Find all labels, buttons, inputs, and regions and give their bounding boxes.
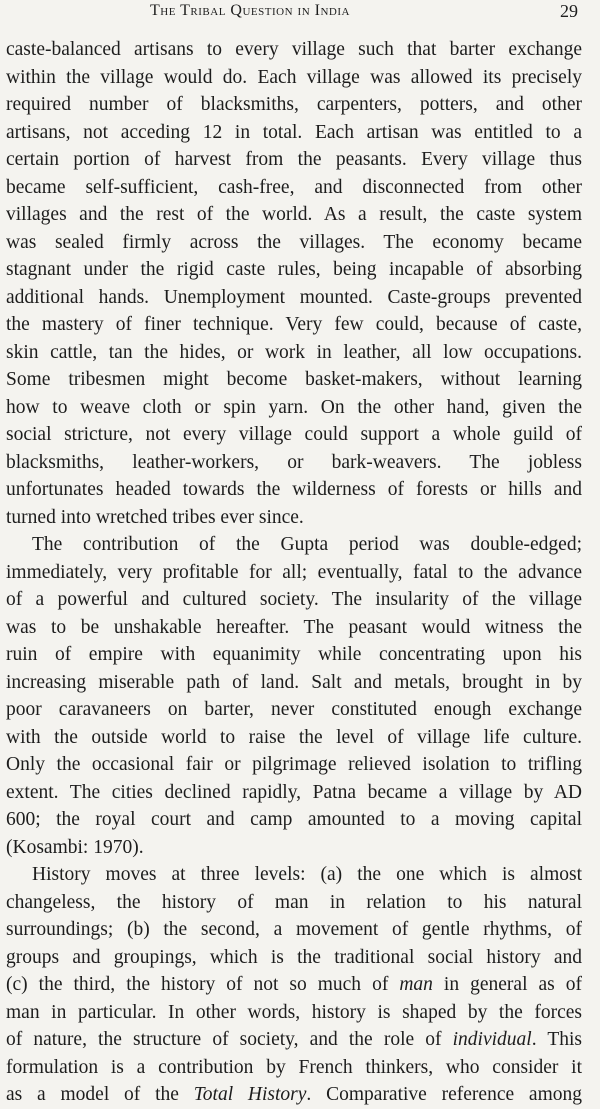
italic-term: individual [452, 1029, 532, 1050]
text-segment: . This [531, 1029, 582, 1050]
text-line: how to weave cloth or spin yarn. On the other hand, given the [6, 396, 582, 418]
text-segment: Comparative reference among [326, 1084, 583, 1105]
text-line: History moves at three levels: (a) the one which is almost [32, 864, 582, 885]
text-segment: of nature, the structure of society, and the role of [6, 1029, 453, 1050]
text-line: artisans, not acceding 12 in total. Each artisan was entitled to a [6, 121, 582, 143]
text-line: certain portion of harvest from the peasants. Every village thus [6, 149, 582, 170]
text-line [6, 1081, 582, 1109]
text-line: was to be unshakable hereafter. The peasant would witness the [6, 616, 582, 638]
text-line: caste-balanced artisans to every village such that barter exchange [6, 39, 582, 60]
text-segment: as a model of the [6, 1084, 194, 1105]
text-segment: blacksmiths, leather-workers, or bark-weavers. The jobless [6, 451, 582, 473]
text-line: (Kosambi: 1970). [6, 836, 144, 858]
text-line: increasing miserable path of land. Salt and metals, brought in by [6, 671, 582, 693]
running-head [0, 0, 600, 30]
text-line: social stricture, not every village could support a whole guild of [6, 424, 582, 445]
text-line: ruin of empire with equanimity while concentrating upon his [6, 644, 582, 665]
running-title: The Tribal Question in India [150, 2, 350, 19]
paragraph-3 [6, 861, 582, 1109]
text-line: extent. The cities declined rapidly, Patna became a village by AD [6, 781, 582, 803]
text-line [6, 449, 582, 477]
text-segment: . [306, 1084, 327, 1105]
text-line: required number of blacksmiths, carpenters, potters, and other [6, 94, 582, 115]
text-line: Some tribesmen might become basket-makers, without learning [6, 369, 582, 390]
page-number: 29 [560, 1, 578, 21]
text-line [6, 1026, 582, 1054]
text-line: turned into wretched tribes ever since. [6, 506, 304, 528]
text-line: formulation is a contribution by French thinkers, who consider it [6, 1056, 582, 1078]
text-line: additional hands. Unemployment mounted. Caste-groups prevented [6, 286, 582, 308]
paragraph-2 [6, 531, 582, 861]
text-line: surroundings; (b) the second, a movement of gentle rhythms, of [6, 919, 582, 940]
text-line: of a powerful and cultured society. The insularity of the village [6, 589, 582, 610]
text-line: immediately, very profitable for all; eventually, fatal to the advance [6, 561, 582, 583]
italic-term: Total History [193, 1084, 307, 1105]
text-line: Only the occasional fair or pilgrimage relieved isolation to trifling [6, 754, 582, 775]
text-line: was sealed firmly across the villages. The economy became [6, 231, 582, 253]
text-line: changeless, the history of man in relation to his natural [6, 891, 582, 913]
text-line: The contribution of the Gupta period was double-edged; [32, 534, 582, 555]
body-text [6, 36, 582, 1109]
italic-term: man [399, 974, 433, 995]
text-line: man in particular. In other words, history is shaped by the forces [6, 1001, 582, 1023]
text-line: poor caravaneers on barter, never constituted enough exchange [6, 699, 582, 720]
text-line: stagnant under the rigid caste rules, being incapable of absorbing [6, 259, 582, 280]
text-segment: in general as of [432, 974, 582, 995]
text-line: with the outside world to raise the level of village life culture. [6, 726, 582, 748]
text-line: skin cattle, tan the hides, or work in leather, all low occupations. [6, 341, 582, 363]
text-line: villages and the rest of the world. As a result, the caste system [6, 204, 582, 225]
text-line: within the village would do. Each village was allowed its precisely [6, 66, 582, 88]
text-line [6, 971, 582, 999]
paragraph-1 [6, 36, 582, 531]
text-line: groups and groupings, which is the traditional social history and [6, 946, 582, 968]
text-line: the mastery of finer technique. Very few could, because of caste, [6, 314, 582, 335]
text-line: became self-sufficient, cash-free, and disconnected from other [6, 176, 582, 198]
text-segment: (c) the third, the history of not so much of [6, 974, 400, 995]
text-line: 600; the royal court and camp amounted to a moving capital [6, 809, 582, 830]
text-line: unfortunates headed towards the wilderness of forests or hills and [6, 479, 582, 500]
